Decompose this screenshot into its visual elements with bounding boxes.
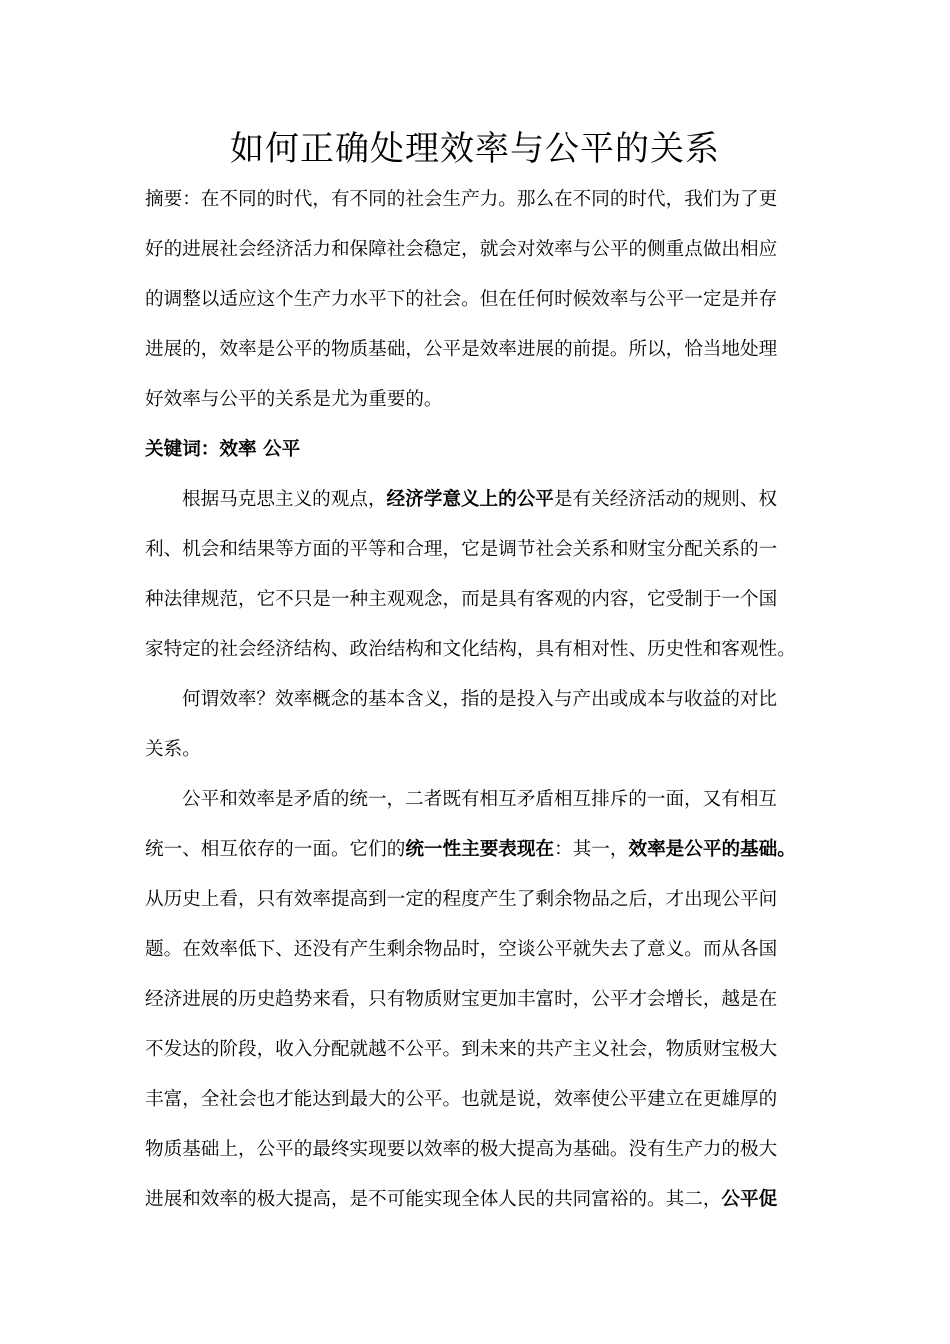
abstract-line: 进展的，效率是公平的物质基础，公平是效率进展的前提。所以，恰当地处理 xyxy=(145,339,778,360)
paragraph-line: 利、机会和结果等方面的平等和合理，它是调节社会关系和财宝分配关系的一 xyxy=(145,539,778,560)
keywords: 关键词：效率 公平 xyxy=(145,439,301,460)
bold-term: 效率是公平的基础。 xyxy=(628,839,796,860)
paragraph-line xyxy=(145,1175,815,1225)
paragraph-line: 不发达的阶段，收入分配就越不公平。到未来的共产主义社会，物质财宝极大 xyxy=(145,1039,778,1060)
paragraph-line: 丰富，全社会也才能达到最大的公平。也就是说，效率使公平建立在更雄厚的 xyxy=(145,1089,778,1110)
text-run: ：其一， xyxy=(554,839,629,860)
paragraph-line: 何谓效率？效率概念的基本含义，指的是投入与产出或成本与收益的对比 xyxy=(182,689,778,710)
bold-term: 经济学意义上的公平 xyxy=(386,489,554,510)
text-run: 进展和效率的极大提高，是不可能实现全体人民的共同富裕的。其二， xyxy=(145,1189,722,1210)
paragraph-line: 种法律规范，它不只是一种主观观念，而是具有客观的内容，它受制于一个国 xyxy=(145,589,778,610)
paragraph-fairness-definition xyxy=(145,475,815,675)
document-body xyxy=(145,175,815,1225)
paragraph-line: 家特定的社会经济结构、政治结构和文化结构，具有相对性、历史性和客观性。 xyxy=(145,639,796,660)
abstract-line: 的调整以适应这个生产力水平下的社会。但在任何时候效率与公平一定是并存 xyxy=(145,289,778,310)
bold-term: 统一性主要表现在 xyxy=(405,839,555,860)
text-run: 统一、相互依存的一面。它们的 xyxy=(145,839,406,860)
abstract-line: 摘要：在不同的时代，有不同的社会生产力。那么在不同的时代，我们为了更 xyxy=(145,189,778,210)
paragraph-line: 经济进展的历史趋势来看，只有物质财宝更加丰富时，公平才会增长，越是在 xyxy=(145,989,778,1010)
paragraph-line: 关系。 xyxy=(145,739,201,760)
paragraph-line: 从历史上看，只有效率提高到一定的程度产生了剩余物品之后，才出现公平问 xyxy=(145,889,778,910)
paragraph-line: 题。在效率低下、还没有产生剩余物品时，空谈公平就失去了意义。而从各国 xyxy=(145,939,778,960)
document-title: 如何正确处理效率与公平的关系 xyxy=(230,129,720,169)
paragraph-line xyxy=(145,475,815,525)
paragraph-unity xyxy=(145,775,815,1225)
abstract xyxy=(145,175,815,425)
abstract-line: 好效率与公平的关系是尤为重要的。 xyxy=(145,389,443,410)
bold-term: 公平促 xyxy=(721,1189,778,1210)
abstract-line: 好的进展社会经济活力和保障社会稳定，就会对效率与公平的侧重点做出相应 xyxy=(145,239,778,260)
paragraph-line: 物质基础上，公平的最终实现要以效率的极大提高为基础。没有生产力的极大 xyxy=(145,1139,778,1160)
paragraph-line xyxy=(145,825,815,875)
text-run: 是有关经济活动的规则、权 xyxy=(553,489,778,510)
paragraph-line: 公平和效率是矛盾的统一，二者既有相互矛盾相互排斥的一面，又有相互 xyxy=(182,789,778,810)
paragraph-efficiency-definition xyxy=(145,675,815,775)
text-run: 根据马克思主义的观点， xyxy=(182,489,387,510)
